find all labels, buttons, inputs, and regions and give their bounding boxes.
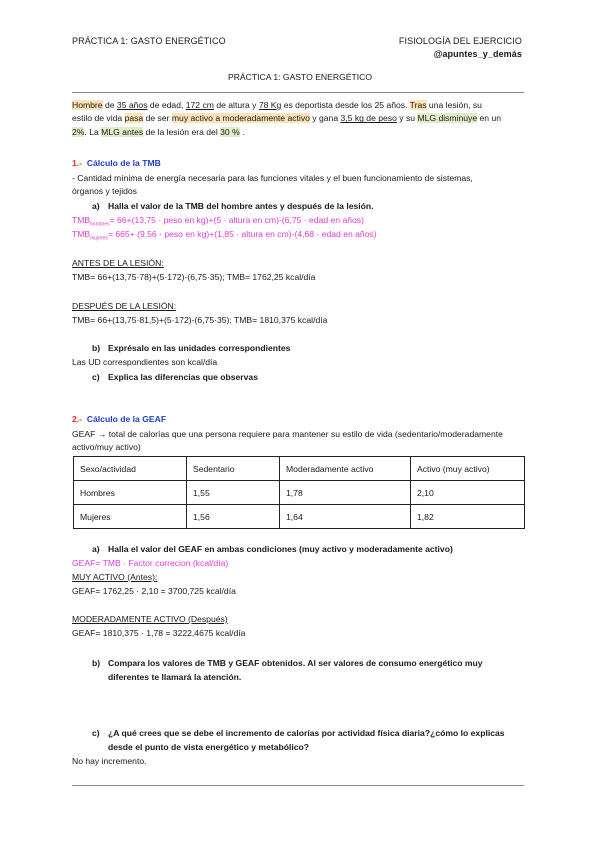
- q2b-text-1: Compara los valores de TMB y GEAF obtenidos. Al ser valores de consumo energético muy: [108, 658, 483, 668]
- section-1-heading: 1.- Cálculo de la TMB: [72, 158, 161, 168]
- q1a-label: a): [92, 201, 100, 211]
- q2c-text-1: ¿A qué crees que se debe el incremento de calorías por actividad física diaria?¿cómo lo explicas: [108, 728, 505, 738]
- section-1-desc-1: - Cantidad mínima de energía necesaria para las funciones vitales y el buen funcionamiento de sistemas,: [72, 173, 473, 183]
- header-author: @apuntes_y_demás: [433, 49, 522, 59]
- table-header-cell: Sexo/actividad: [74, 457, 187, 481]
- table-cell: 1,64: [280, 505, 411, 529]
- table-header-cell: Sedentario: [187, 457, 280, 481]
- q1b-label: b): [92, 343, 101, 353]
- q1c-label: c): [92, 372, 100, 382]
- section-1-desc-2: órganos y tejidos: [72, 186, 137, 196]
- geaf-table: [73, 456, 525, 529]
- q1b-answer: Las UD correspondientes son kcal/día: [72, 357, 218, 367]
- q2a-label: a): [92, 544, 100, 554]
- table-cell: Mujeres: [74, 505, 187, 529]
- despues-title: DESPUÉS DE LA LESIÓN:: [72, 301, 177, 311]
- q2c-label: c): [92, 728, 100, 738]
- q2a-text: Halla el valor del GEAF en ambas condiciones (muy activo y moderadamente activo): [108, 544, 453, 554]
- section-2-desc-1: GEAF → total de calorías que una persona requiere para mantener su estilo de vida (sedentario/moderadamente: [72, 429, 503, 439]
- table-row: [74, 505, 525, 529]
- title-divider: [72, 92, 524, 93]
- q2b-text-2: diferentes te llamará la atención.: [108, 672, 242, 682]
- intro-line-2: estilo de vida pasa de ser muy activo a moderadamente activo y gana 3,5 kg de peso y su MLG disminuye en un: [72, 113, 502, 124]
- q2b-label: b): [92, 658, 101, 668]
- table-header-cell: Moderadamente activo: [280, 457, 411, 481]
- doc-title: PRÁCTICA 1: GASTO ENERGÉTICO: [227, 72, 373, 82]
- tmb-formula-men: $TMB_{hombres}= 66+(13,75$ · peso en kg)+(5 · altura en cm)-(6,75 · edad en años): [72, 215, 364, 228]
- q1a-text: Halla el valor de la TMB del hombre antes y después de la lesión.: [108, 201, 374, 211]
- table-cell: Hombres: [74, 481, 187, 505]
- header-right: FISIOLOGÍA DEL EJERCICIO: [398, 36, 522, 46]
- table-cell: 1,78: [280, 481, 411, 505]
- q2c-answer: No hay incremento.: [72, 756, 147, 766]
- muy-activo-calc: GEAF= 1762,25 · 2,10 = 3700,725 kcal/día: [72, 586, 236, 596]
- table-cell: 1,56: [187, 505, 280, 529]
- q1b-text: Exprésalo en las unidades correspondientes: [108, 343, 291, 353]
- table-row: [74, 481, 525, 505]
- intro-paragraph: [72, 99, 532, 139]
- moderadamente-title: MODERADAMENTE ACTIVO (Después): [72, 614, 228, 624]
- table-cell: 2,10: [411, 481, 525, 505]
- tmb-formula-women: $TMB_{mujeres}= 665+ (9,56$ · peso en kg)+(1,85 · altura en cm)-(4,68 · edad en años): [72, 229, 377, 242]
- header-left: PRÁCTICA 1: GASTO ENERGÉTICO: [72, 36, 226, 46]
- footer-divider: [72, 785, 524, 786]
- section-2-desc-2: activo/muy activo): [72, 442, 141, 452]
- despues-calc: TMB= 66+(13,75·81,5)+(5·172)-(6,75·35); TMB= 1810,375 kcal/día: [72, 315, 328, 325]
- q1c-text: Explica las diferencias que observas: [108, 372, 258, 382]
- section-2-heading: 2.- Cálculo de la GEAF: [72, 414, 167, 424]
- intro-line-3: 2%. La MLG antes de la lesión era del 30 % .: [72, 126, 245, 137]
- muy-activo-title: MUY ACTIVO (Antes):: [72, 572, 158, 582]
- table-cell: 1,82: [411, 505, 525, 529]
- geaf-formula: GEAF= TMB · Factor correcion (kcal/día): [72, 558, 229, 568]
- moderadamente-calc: GEAF= 1810,375 · 1,78 = 3222,4675 kcal/día: [72, 628, 246, 638]
- q2c-text-2: desde el punto de vista energético y metabólico?: [108, 742, 310, 752]
- table-cell: 1,55: [187, 481, 280, 505]
- antes-calc: TMB= 66+(13,75·78)+(5·172)-(6,75·35); TMB= 1762,25 kcal/día: [72, 272, 316, 282]
- intro-line-1: Hombre de 35 años de edad, 172 cm de altura y 78 Kg es deportista desde los 25 años. Tras una lesión, su: [72, 100, 482, 110]
- antes-title: ANTES DE LA LESIÓN:: [72, 258, 164, 268]
- table-header-row: [74, 457, 525, 481]
- table-header-cell: Activo (muy activo): [411, 457, 525, 481]
